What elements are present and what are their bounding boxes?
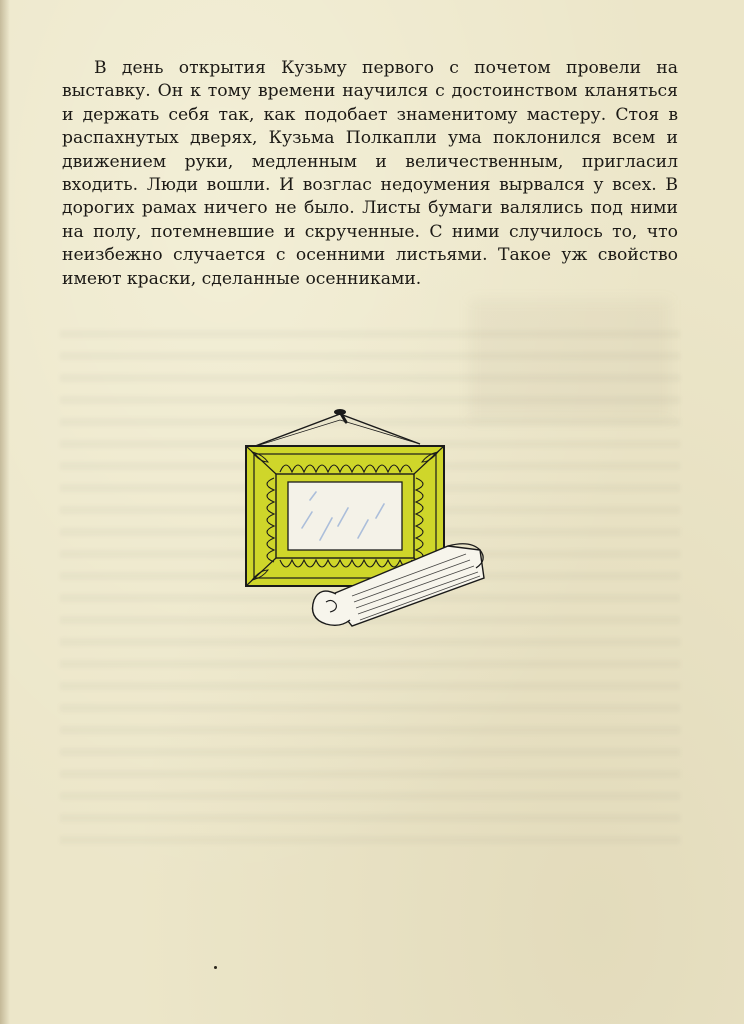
empty-picture-frame-illustration	[240, 400, 490, 640]
ink-speck	[214, 966, 217, 969]
body-text	[62, 57, 678, 291]
page-edge-shadow	[0, 0, 10, 1024]
nail-icon	[250, 409, 420, 448]
paragraph: В день открытия Кузьму первого с почетом провели на выставку. Он к тому времени научился с достоинством кланяться и держать себя так, как подобает знаменитому мастеру. Стоя в распахнутых дверях, Кузьма Полкапли ума поклонился всем и движением руки, медленным и величественным, пригласил входить. Люди вошли. И возглас недоумения вырвался у всех. В дорогих рамах ничего не было. Листы бумаги валялись под ними на полу, потемневшие и скрученные. С ними случилось то, что неизбежно случается с осенними листьями. Такое уж свойство имеют краски, сделанные осенниками.	[62, 58, 678, 289]
